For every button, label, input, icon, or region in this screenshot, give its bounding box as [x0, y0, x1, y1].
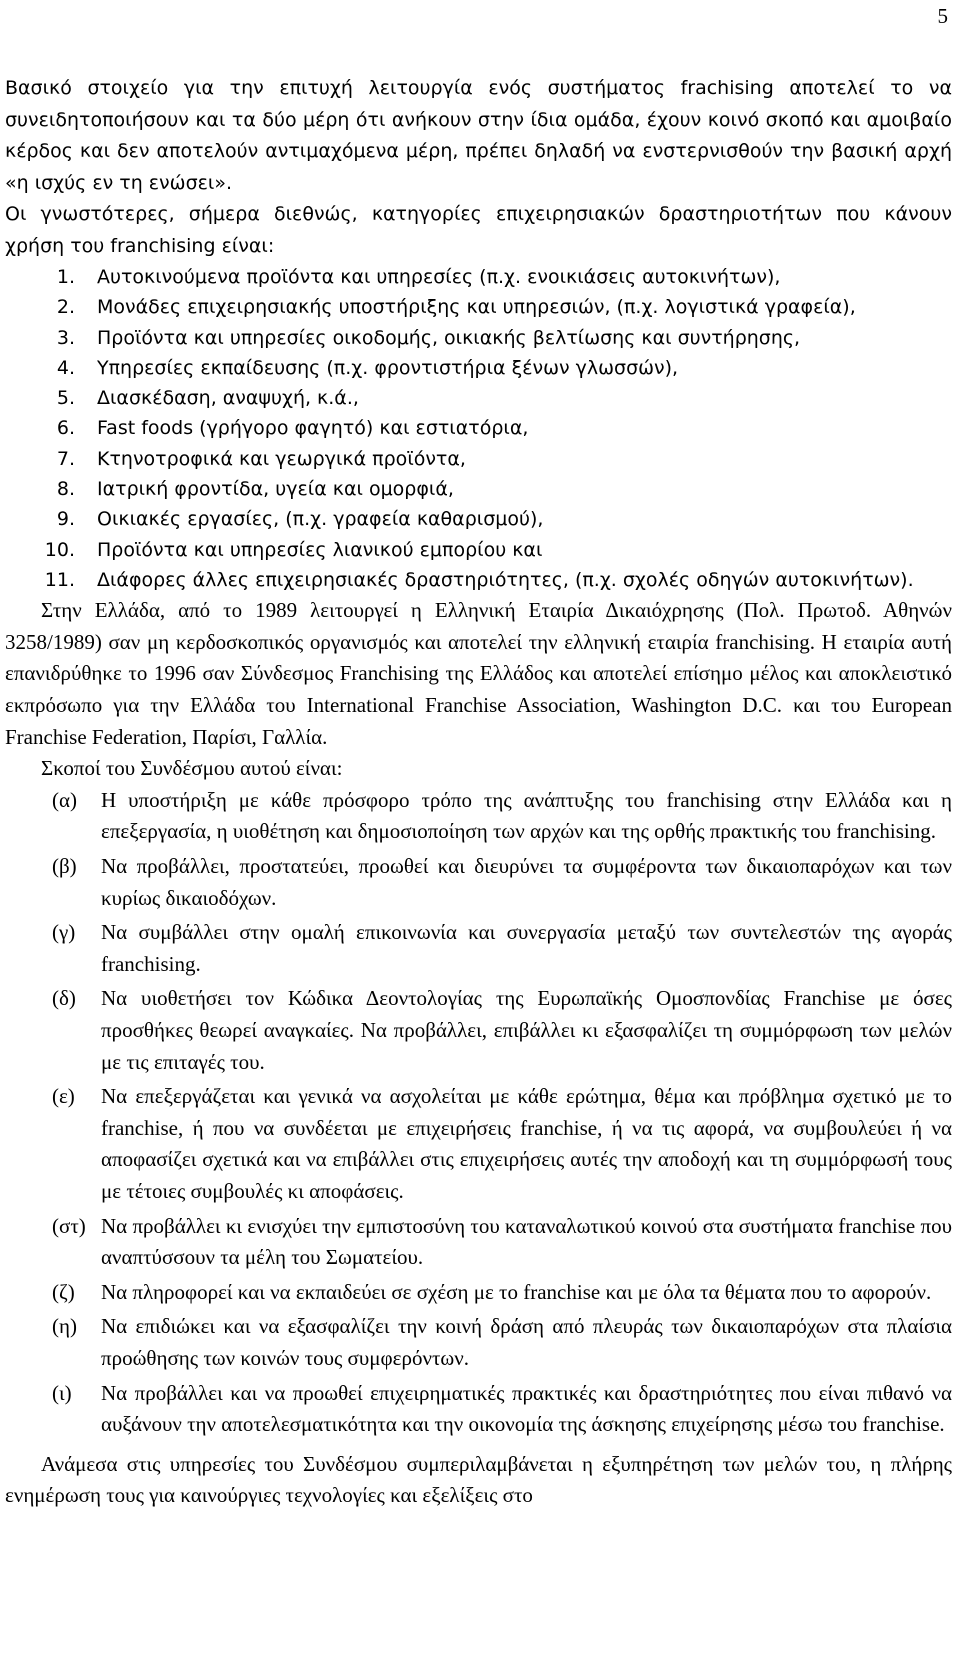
list-item-text: Προϊόντα και υπηρεσίες λιανικού εμπορίου και	[97, 538, 543, 561]
closing-paragraph: Ανάμεσα στις υπηρεσίες του Συνδέσμου συμπεριλαμβάνεται η εξυπηρέτηση των μελών του, η πλήρης ενημέρωση τους για καινούργιες τεχνολογίες και εξελίξεις στο	[5, 1451, 952, 1508]
list-item-text: Διάφορες άλλες επιχειρησιακές δραστηριότητες, (π.χ. σχολές οδηγών αυτοκινήτων).	[97, 568, 914, 591]
list-item-number: 3.	[56, 326, 75, 349]
list-item-text: Μονάδες επιχειρησιακής υποστήριξης και υπηρεσιών, (π.χ. λογιστικά γραφεία),	[97, 296, 856, 319]
aim-text: Να επιδιώκει και να εξασφαλίζει την κοινή δράση από πλευράς των δικαιοπαρόχων στα πλαίσια προώθησης των κοινών τους συμφερόντων.	[101, 1314, 952, 1370]
intro-paragraph: Βασικό στοιχείο για την επιτυχή λειτουργία ενός συστήματος frachising αποτελεί το να συνειδητοποιήσουν και τα δύο μέρη ότι ανήκουν στην ίδια ομάδα, έχουν κοινό σκοπό και αμοιβαίο κέρδος και δεν αποτελούν αντιμαχόμενα μέρη, πρέπει δηλαδή να ενστερνισθούν την βασική αρχή «η ισχύς εν τη ενώσει».	[5, 77, 952, 194]
aim-marker: (η)	[52, 1314, 77, 1339]
list-item-number: 10.	[44, 538, 75, 561]
aim-text: Να προβάλλει, προστατεύει, προωθεί και διευρύνει τα συμφέροντα των δικαιοπαρόχων και των κυρίως δικαιοδόχων.	[101, 854, 952, 910]
aims-list	[5, 785, 952, 1441]
aim-item	[5, 1081, 952, 1207]
aim-marker: (β)	[52, 854, 77, 879]
list-item-text: Υπηρεσίες εκπαίδευσης (π.χ. φροντιστήρια ξένων γλωσσών),	[97, 356, 679, 379]
aim-marker: (στ)	[52, 1213, 86, 1238]
aims-intro: Σκοποί του Συνδέσμου αυτού είναι:	[41, 756, 343, 781]
list-item-number: 5.	[56, 387, 75, 410]
aim-item	[5, 917, 952, 980]
list-item-number: 4.	[56, 356, 75, 379]
list-item	[5, 535, 952, 565]
list-item-text: Διασκέδαση, αναψυχή, κ.ά.,	[97, 387, 359, 410]
aim-text: Να προβάλλει κι ενισχύει την εμπιστοσύνη του καταναλωτικού κοινού στα συστήματα franchise που αναπτύσσουν τα μέλη του Σωματείου.	[101, 1213, 952, 1270]
aim-item	[5, 1311, 952, 1374]
list-item-text: Fast foods (γρήγορο φαγητό) και εστιατόρια,	[97, 417, 529, 440]
list-item-number: 1.	[56, 266, 75, 288]
list-item-text: Οικιακές εργασίες, (π.χ. γραφεία καθαρισμού),	[97, 508, 544, 531]
aim-text: Να συμβάλλει στην ομαλή επικοινωνία και συνεργασία μεταξύ των συντελεστών της αγοράς franchising.	[101, 920, 952, 976]
list-item	[5, 444, 952, 474]
list-item	[5, 474, 952, 504]
aim-text: Να προβάλλει και να προωθεί επιχειρηματικές πρακτικές και δραστηριότητες που είναι πιθανό να αυξάνουν την αποτελεσματικότητα και την οικονομία της άσκησης επιχείρησης μέσω του franchise.	[101, 1380, 952, 1437]
aim-marker: (γ)	[52, 920, 76, 945]
aim-item	[5, 1277, 952, 1309]
greece-paragraph: Στην Ελλάδα, από το 1989 λειτουργεί η Ελληνική Εταιρία Δικαιόχρησης (Πολ. Πρωτοδ. Αθηνών 3258/1989) σαν μη κερδοσκοπικός οργανισμός και αποτελεί την ελληνική εταιρία franchising. Η εταιρία αυτή επανιδρύθηκε το 1996 σαν Σύνδεσμος Franchising της Ελλάδος και αποτελεί επίσημο μέλος και αποκλειστικό εκπρόσωπο για την Ελλάδα του International Franchise Association, Washington D.C. και του European Franchise Federation, Παρίσι, Γαλλία.	[5, 598, 952, 749]
list-item-number: 9.	[56, 508, 75, 531]
aim-marker: (α)	[52, 787, 77, 812]
list-item-text: Προϊόντα και υπηρεσίες οικοδομής, οικιακής βελτίωσης και συντήρησης,	[97, 326, 801, 349]
aim-item	[5, 1378, 952, 1441]
aim-marker: (ε)	[52, 1084, 75, 1109]
list-item-text: Ιατρική φροντίδα, υγεία και ομορφιά,	[97, 478, 454, 501]
list-item	[5, 323, 952, 353]
aim-item	[5, 851, 952, 914]
list-item	[5, 353, 952, 383]
list-item-number: 2.	[56, 296, 75, 319]
list-item-number: 11.	[44, 568, 75, 591]
list-item	[5, 413, 952, 443]
aim-marker: (δ)	[52, 986, 76, 1011]
aim-marker: (ι)	[52, 1380, 72, 1405]
list-item	[5, 383, 952, 413]
categories-list	[5, 262, 952, 595]
page-number: 5	[937, 4, 948, 28]
aim-item	[5, 785, 952, 848]
aim-item	[5, 1211, 952, 1274]
list-item-number: 7.	[56, 447, 75, 470]
aim-text: Να πληροφορεί και να εκπαιδεύει σε σχέση με το franchise και με όλα τα θέματα που το αφορούν.	[101, 1279, 932, 1304]
aim-marker: (ζ)	[52, 1279, 75, 1304]
list-item-number: 8.	[56, 478, 75, 501]
list-item	[5, 262, 952, 292]
aim-text: Να επεξεργάζεται και γενικά να ασχολείται με κάθε ερώτημα, θέμα και πρόβλημα σχετικό με το franchise, ή που να συνδέεται με επιχειρήσεις franchise, ή να τις αφορά, να συμβουλεύει ή να αποφασίζει σχετικά και να επιβάλλει στις επιχειρήσεις αυτές την αποδοχή και τη συμμόρφωσή τους με τέτοιες συμβουλές κι αποφάσεις.	[101, 1084, 952, 1203]
list-item-text: Κτηνοτροφικά και γεωργικά προϊόντα,	[97, 447, 466, 470]
list-item-number: 6.	[56, 417, 75, 440]
aim-text: Να υιοθετήσει τον Κώδικα Δεοντολογίας της Ευρωπαϊκής Ομοσπονδίας Franchise με όσες προσθήκες θεωρεί αναγκαίες. Να προβάλλει, επιβάλλει κι εξασφαλίζει τη συμμόρφωση των μελών με τις επιταγές του.	[101, 986, 952, 1074]
list-item	[5, 504, 952, 534]
list-item	[5, 292, 952, 322]
aim-item	[5, 983, 952, 1078]
categories-intro-paragraph: Οι γνωστότερες, σήμερα διεθνώς, κατηγορίες επιχειρησιακών δραστηριοτήτων που κάνουν χρήση του franchising είναι:	[5, 203, 952, 257]
aim-text: Η υποστήριξη με κάθε πρόσφορο τρόπο της ανάπτυξης του franchising στην Ελλάδα και η επεξεργασία, η υιοθέτηση και δημοσιοποίηση των αρχών και της ορθής πρακτικής του franchising.	[101, 787, 952, 844]
document-body	[5, 73, 952, 1512]
list-item-text: Αυτοκινούμενα προϊόντα και υπηρεσίες (π.χ. ενοικιάσεις αυτοκινήτων),	[97, 266, 781, 288]
list-item	[5, 565, 952, 595]
